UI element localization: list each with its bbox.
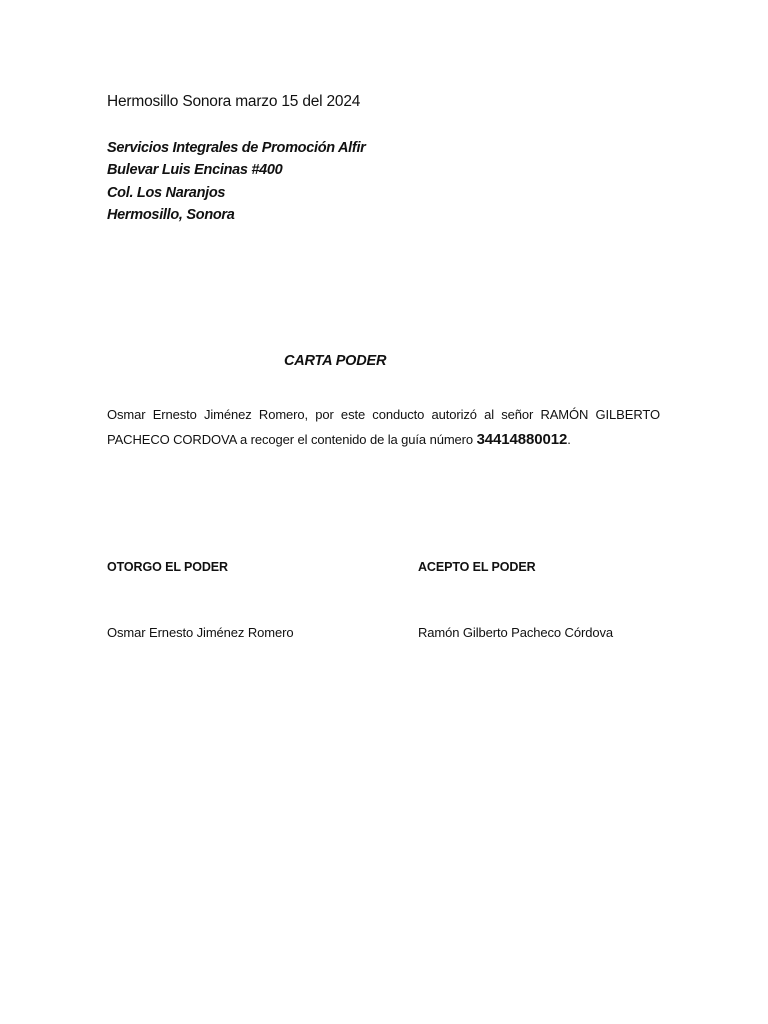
recipient-address-block [107, 137, 366, 226]
acceptor-heading: ACEPTO EL PODER [418, 560, 536, 574]
document-title: CARTA PODER [284, 353, 387, 369]
guide-number: 34414880012 [476, 431, 568, 448]
acceptor-name: Ramón Gilberto Pacheco Córdova [418, 625, 613, 640]
authorization-text: Osmar Ernesto Jiménez Romero, por este conducto autorizó al señor RAMÓN GILBERTO PACHECO CORDOVA a recoger el contenido de la guía número [107, 407, 660, 447]
recipient-city: Hermosillo, Sonora [107, 206, 235, 223]
grantor-heading: OTORGO EL PODER [107, 560, 228, 574]
recipient-neighborhood: Col. Los Naranjos [107, 184, 226, 201]
recipient-street: Bulevar Luis Encinas #400 [107, 162, 283, 179]
grantor-name: Osmar Ernesto Jiménez Romero [107, 625, 294, 640]
date-line: Hermosillo Sonora marzo 15 del 2024 [107, 93, 361, 110]
recipient-company: Servicios Integrales de Promoción Alfir [107, 140, 366, 156]
authorization-paragraph [107, 402, 660, 452]
authorization-text-end: . [567, 432, 571, 447]
